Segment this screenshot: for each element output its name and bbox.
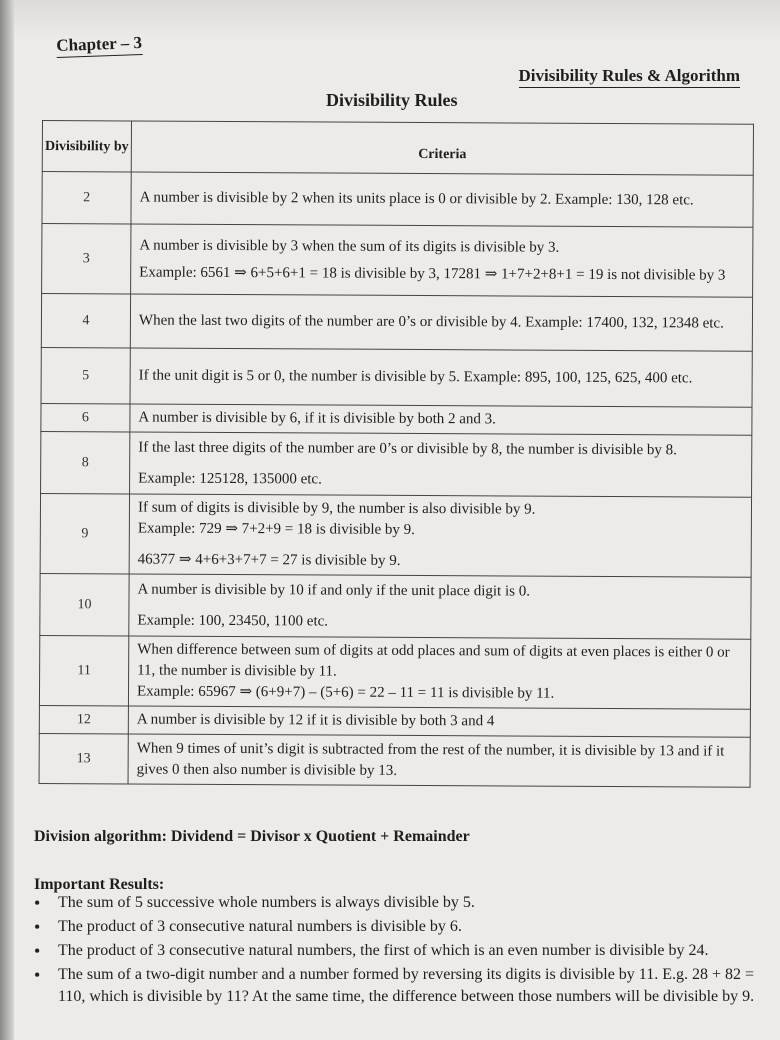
- division-algorithm: Division algorithm: Dividend = Divisor x Quotient + Remainder: [34, 828, 470, 845]
- divisibility-table: [39, 120, 754, 788]
- criteria-line: Example: 125128, 135000 etc.: [138, 470, 322, 487]
- criteria-cell: [130, 404, 752, 435]
- criteria-line: When the last two digits of the number are 0’s or divisible by 4. Example: 17400, 132, 12348 etc.: [138, 312, 724, 332]
- divisor-cell: 2: [42, 172, 131, 224]
- table-row: [40, 573, 751, 639]
- criteria-line: A number is divisible by 3 when the sum of its digits is divisible by 3.: [139, 237, 560, 256]
- criteria-line: 46377 ⇒ 4+6+3+7+7 = 27 is divisible by 9.: [137, 551, 401, 569]
- criteria-cell: [131, 224, 753, 297]
- criteria-cell: [129, 574, 751, 639]
- divisor-cell: 12: [39, 705, 128, 733]
- column-header-divisor: Divisibility by: [42, 121, 131, 172]
- table-row: [42, 224, 753, 298]
- table-row: [41, 294, 752, 352]
- list-item: • The sum of 5 successive whole numbers is always divisible by 5.: [34, 892, 764, 914]
- criteria-cell: [130, 432, 752, 497]
- criteria-cell: [128, 636, 750, 709]
- criteria-cell: [131, 172, 753, 227]
- table-row: [42, 172, 753, 228]
- column-header-criteria: Criteria: [131, 121, 753, 175]
- criteria-line: Example: 729 ⇒ 7+2+9 = 18 is divisible by 9.: [137, 520, 416, 538]
- table-row: [39, 705, 750, 737]
- divisor-cell: 8: [41, 431, 130, 493]
- divisor-cell: 10: [40, 573, 129, 635]
- criteria-line: Example: 6561 ⇒ 6+5+6+1 = 18 is divisible by 3, 17281 ⇒ 1+7+2+8+1 = 19 is not divisible by 3: [139, 264, 726, 284]
- criteria-line: When 9 times of unit’s digit is subtracted from the rest of the number, it is divisible by 13 and if it gives 0 then also number is divisible by 13.: [136, 740, 725, 779]
- divisibility-table-container: [39, 120, 754, 788]
- criteria-line: A number is divisible by 6, if it is divisible by both 2 and 3.: [138, 409, 496, 428]
- table-row: [41, 347, 752, 407]
- list-item: • The sum of a two-digit number and a number formed by reversing its digits is divisible by 11. E.g. 28 + 82 = 110, which is divisible by 11? At the same time, the difference between those numbers will be divisible by 9.: [34, 964, 764, 1008]
- criteria-line: When difference between sum of digits at odd places and sum of digits at even places is either 0 or 11, the number is divisible by 11.: [137, 641, 730, 680]
- criteria-cell: [130, 294, 752, 351]
- criteria-line: If sum of digits is divisible by 9, the number is also divisible by 9.: [137, 499, 536, 518]
- table-row: [41, 403, 752, 435]
- criteria-cell: [130, 348, 752, 407]
- divisor-cell: 6: [41, 403, 130, 431]
- table-row: [40, 493, 751, 577]
- criteria-line: A number is divisible by 2 when its units place is 0 or divisible by 2. Example: 130, 128 etc.: [139, 189, 694, 209]
- topic-heading: Divisibility Rules & Algorithm: [519, 66, 740, 88]
- table-header-row: [42, 121, 753, 176]
- criteria-cell: [128, 706, 750, 737]
- divisor-cell: 3: [42, 224, 131, 294]
- list-item: • The product of 3 consecutive natural numbers is divisible by 6.: [34, 916, 764, 938]
- criteria-line: Example: 65967 ⇒ (6+9+7) – (5+6) = 22 – 11 = 11 is divisible by 11.: [136, 683, 555, 702]
- list-item: • The product of 3 consecutive natural numbers, the first of which is an even number is divisible by 24.: [34, 940, 764, 962]
- important-results-title: Important Results:: [34, 876, 165, 893]
- criteria-line: If the unit digit is 5 or 0, the number is divisible by 5. Example: 895, 100, 125, 625, 400 etc.: [138, 367, 693, 387]
- divisor-cell: 5: [41, 347, 130, 403]
- table-row: [39, 635, 750, 709]
- divisor-cell: 11: [39, 635, 128, 705]
- table-row: [39, 733, 750, 787]
- criteria-line: Example: 100, 23450, 1100 etc.: [137, 612, 329, 630]
- chapter-label: Chapter – 3: [56, 33, 142, 58]
- criteria-cell: [129, 494, 751, 577]
- table-row: [41, 431, 752, 497]
- criteria-line: A number is divisible by 10 if and only if the unit place digit is 0.: [137, 581, 531, 600]
- divisor-cell: 4: [41, 294, 130, 348]
- important-results-list: [34, 890, 764, 1008]
- section-title: Divisibility Rules: [326, 90, 458, 110]
- divisor-cell: 13: [39, 733, 128, 783]
- criteria-line: A number is divisible by 12 if it is divisible by both 3 and 4: [136, 711, 495, 730]
- page-binding-shadow: [0, 0, 14, 1040]
- criteria-line: If the last three digits of the number are 0’s or divisible by 8, the number is divisible by 8.: [138, 439, 677, 458]
- divisor-cell: 9: [40, 493, 129, 573]
- criteria-cell: [128, 734, 750, 787]
